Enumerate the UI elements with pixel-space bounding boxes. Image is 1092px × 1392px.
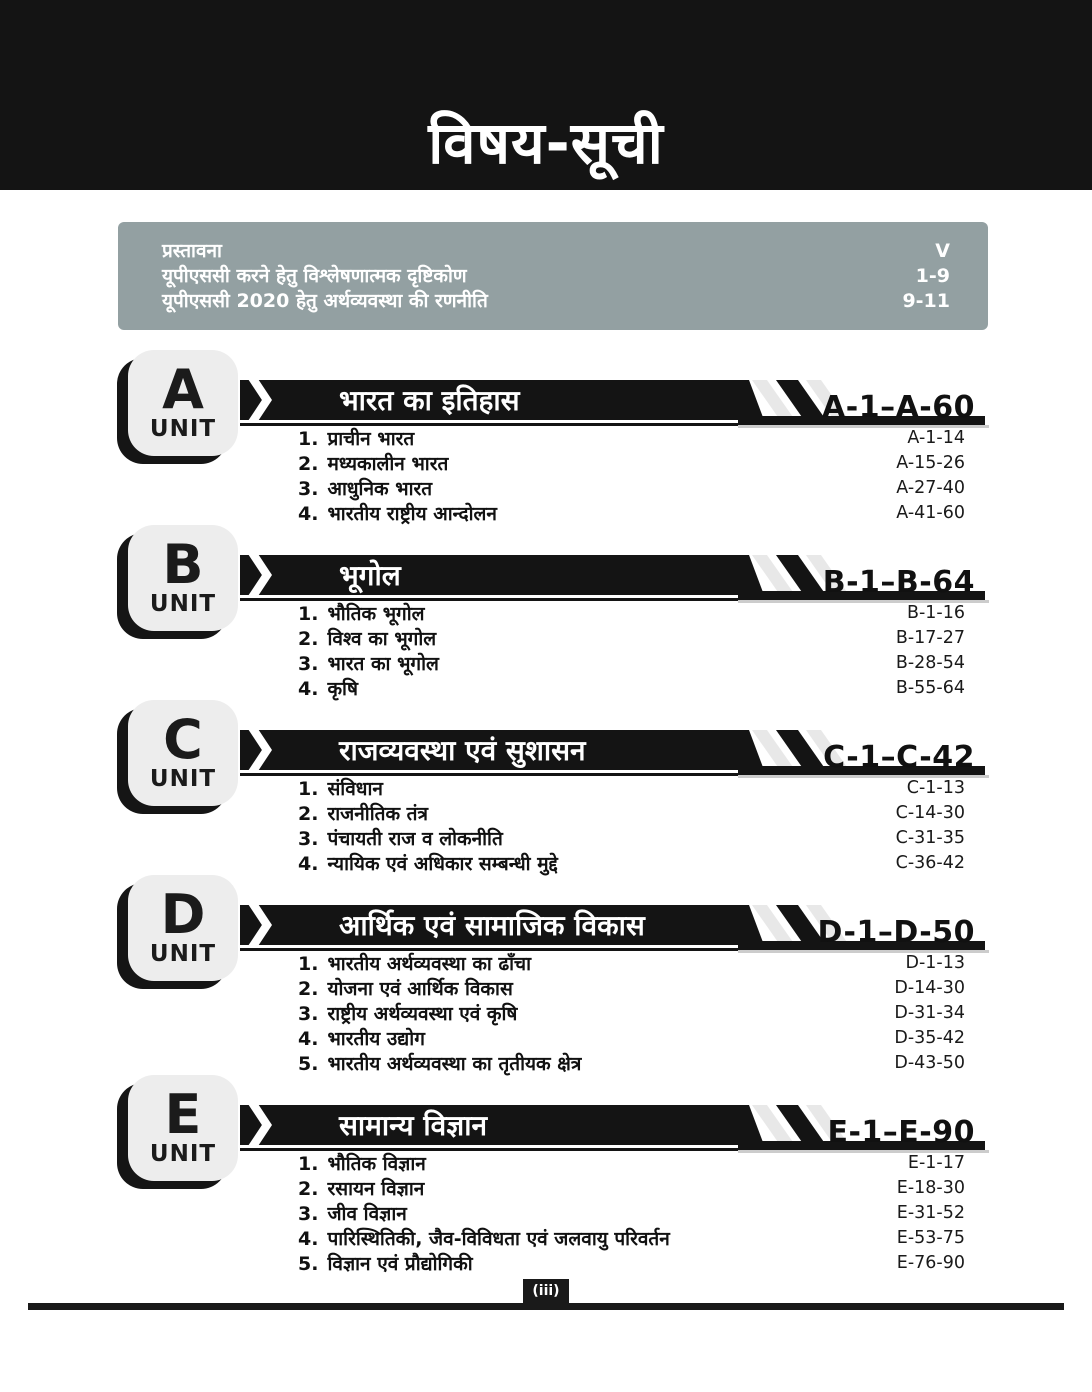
chapter-entry xyxy=(298,475,432,501)
chapter-row xyxy=(298,1000,965,1025)
chapter-entry xyxy=(298,775,383,801)
chapter-pages: B-1-16 xyxy=(906,602,965,623)
preface-row xyxy=(162,239,950,264)
chapter-list xyxy=(268,425,985,525)
chapter-pages: A-15-26 xyxy=(896,452,965,473)
page-header xyxy=(0,0,1092,190)
chapter-entry xyxy=(298,1250,473,1276)
preface-pages: V xyxy=(935,240,950,262)
preface-label: प्रस्तावना xyxy=(162,240,222,262)
unit-page-range: E-1–E-90 xyxy=(827,1115,975,1150)
preface-pages: 9-11 xyxy=(902,290,950,312)
chapter-pages: D-31-34 xyxy=(894,1002,965,1023)
chapter-row xyxy=(298,500,965,525)
preface-row xyxy=(162,264,950,289)
unit-title: आर्थिक एवं सामाजिक विकास xyxy=(339,909,645,942)
chapter-title: मध्यकालीन भारत xyxy=(327,452,449,475)
unit-badge xyxy=(128,350,238,456)
chapter-row xyxy=(298,800,965,825)
chapter-pages: C-1-13 xyxy=(906,777,965,798)
unit-title: राजव्यवस्था एवं सुशासन xyxy=(339,734,586,767)
chapter-row xyxy=(298,475,965,500)
rule-shadow xyxy=(738,775,989,778)
chapter-pages: B-17-27 xyxy=(895,627,965,648)
chapter-row xyxy=(298,1025,965,1050)
chapter-row xyxy=(298,1150,965,1175)
unit-badge xyxy=(128,875,238,981)
preface-box xyxy=(118,222,988,330)
preface-label: यूपीएससी करने हेतु विश्लेषणात्मक दृष्टिकोण xyxy=(162,265,467,287)
unit-title: भूगोल xyxy=(339,559,401,592)
unit-label: UNIT xyxy=(149,1141,217,1167)
chapter-pages: D-14-30 xyxy=(894,977,965,998)
unit-label: UNIT xyxy=(149,766,217,792)
unit-bar-row xyxy=(268,905,985,950)
chapter-title: प्राचीन भारत xyxy=(327,427,415,450)
chapter-pages: E-53-75 xyxy=(896,1227,965,1248)
chapter-title: आधुनिक भारत xyxy=(327,477,433,500)
chapter-number: 4. xyxy=(298,502,319,525)
chapter-number: 4. xyxy=(298,1027,319,1050)
unit-bar-row xyxy=(268,730,985,775)
chapter-row xyxy=(298,1200,965,1225)
chapter-number: 5. xyxy=(298,1252,319,1275)
chapter-pages: C-14-30 xyxy=(895,802,965,823)
chapter-pages: D-1-13 xyxy=(905,952,965,973)
chapter-row xyxy=(298,1175,965,1200)
rule-thin xyxy=(240,773,738,776)
chapter-row xyxy=(298,625,965,650)
footer-page-badge xyxy=(523,1279,569,1303)
unit-page-range: D-1–D-50 xyxy=(817,915,975,950)
chapter-number: 1. xyxy=(298,427,319,450)
unit-bar-row xyxy=(268,1105,985,1150)
chapter-row xyxy=(298,850,965,875)
chapter-title: जीव विज्ञान xyxy=(327,1202,407,1225)
rule-thin xyxy=(240,948,738,951)
footer-rule xyxy=(28,1303,1064,1310)
unit-page-range: C-1–C-42 xyxy=(823,740,975,775)
unit-section xyxy=(118,525,985,700)
chevron-notch xyxy=(248,904,272,946)
chapter-number: 2. xyxy=(298,977,319,1000)
chapter-title: भौतिक विज्ञान xyxy=(327,1152,426,1175)
chapter-number: 1. xyxy=(298,952,319,975)
chapter-number: 2. xyxy=(298,452,319,475)
chapter-number: 1. xyxy=(298,1152,319,1175)
chapter-title: भारतीय अर्थव्यवस्था का तृतीयक क्षेत्र xyxy=(327,1052,582,1075)
chapter-entry xyxy=(298,650,439,676)
chapter-row xyxy=(298,1250,965,1275)
chapter-title: योजना एवं आर्थिक विकास xyxy=(327,977,513,1000)
chapter-number: 2. xyxy=(298,627,319,650)
chapter-entry xyxy=(298,1200,407,1226)
chapter-pages: A-27-40 xyxy=(896,477,965,498)
unit-bar xyxy=(240,555,764,595)
chapter-entry xyxy=(298,850,558,876)
chapter-entry xyxy=(298,1025,425,1051)
chapter-title: पारिस्थितिकी, जैव-विविधता एवं जलवायु परिवर्तन xyxy=(327,1227,670,1250)
units xyxy=(118,350,985,1275)
unit-letter: D xyxy=(160,883,206,946)
chapter-entry xyxy=(298,500,497,526)
unit-section xyxy=(118,1075,985,1275)
unit-title: सामान्य विज्ञान xyxy=(339,1109,487,1142)
chapter-title: भारतीय राष्ट्रीय आन्दोलन xyxy=(327,502,497,525)
chapter-title: विश्व का भूगोल xyxy=(327,627,437,650)
chapter-number: 3. xyxy=(298,1002,319,1025)
chevron-notch xyxy=(248,1104,272,1146)
chapter-number: 3. xyxy=(298,477,319,500)
rule-shadow xyxy=(738,1150,989,1153)
chapter-title: राजनीतिक तंत्र xyxy=(327,802,428,825)
chapter-row xyxy=(298,975,965,1000)
chapter-pages: B-55-64 xyxy=(895,677,965,698)
chapter-pages: A-1-14 xyxy=(907,427,965,448)
chapter-pages: E-1-17 xyxy=(907,1152,965,1173)
chapter-title: न्यायिक एवं अधिकार सम्बन्धी मुद्दे xyxy=(327,852,558,875)
chapter-number: 1. xyxy=(298,602,319,625)
unit-label: UNIT xyxy=(149,941,217,967)
chapter-pages: D-35-42 xyxy=(894,1027,965,1048)
unit-section xyxy=(118,350,985,525)
chapter-number: 5. xyxy=(298,1052,319,1075)
chapter-row xyxy=(298,675,965,700)
chapter-pages: B-28-54 xyxy=(895,652,965,673)
chapter-number: 3. xyxy=(298,1202,319,1225)
chapter-row xyxy=(298,775,965,800)
chapter-entry xyxy=(298,1225,670,1251)
preface-label: यूपीएससी 2020 हेतु अर्थव्यवस्था की रणनीति xyxy=(162,290,488,312)
chapter-row xyxy=(298,1225,965,1250)
unit-label: UNIT xyxy=(149,416,217,442)
chapter-pages: A-41-60 xyxy=(896,502,965,523)
chapter-pages: C-31-35 xyxy=(895,827,965,848)
chapter-entry xyxy=(298,450,448,476)
chapter-entry xyxy=(298,600,425,626)
chapter-number: 4. xyxy=(298,677,319,700)
chapter-title: विज्ञान एवं प्रौद्योगिकी xyxy=(327,1252,473,1275)
chapter-row xyxy=(298,825,965,850)
chapter-pages: E-76-90 xyxy=(896,1252,965,1273)
chevron-notch xyxy=(248,729,272,771)
rule-shadow xyxy=(738,600,989,603)
chapter-title: संविधान xyxy=(327,777,383,800)
chapter-entry xyxy=(298,825,503,851)
unit-bar xyxy=(240,1105,764,1145)
unit-bar-row xyxy=(268,380,985,425)
rule-thin xyxy=(240,1148,738,1151)
chapter-entry xyxy=(298,1000,517,1026)
chapter-entry xyxy=(298,800,428,826)
chapter-entry xyxy=(298,1175,424,1201)
rule-thin xyxy=(240,598,738,601)
chapter-number: 4. xyxy=(298,852,319,875)
chapter-entry xyxy=(298,425,414,451)
chapter-pages: D-43-50 xyxy=(894,1052,965,1073)
chapter-number: 3. xyxy=(298,827,319,850)
chapter-entry xyxy=(298,625,436,651)
chapter-list xyxy=(268,1150,985,1275)
chapter-pages: E-18-30 xyxy=(896,1177,965,1198)
chapter-entry xyxy=(298,950,531,976)
chapter-title: रसायन विज्ञान xyxy=(327,1177,425,1200)
chapter-entry xyxy=(298,675,358,701)
chapter-number: 2. xyxy=(298,802,319,825)
chapter-title: कृषि xyxy=(327,677,358,700)
unit-section xyxy=(118,700,985,875)
chapter-number: 3. xyxy=(298,652,319,675)
chapter-title: भारत का भूगोल xyxy=(327,652,439,675)
unit-letter: A xyxy=(162,358,204,421)
chapter-title: पंचायती राज व लोकनीति xyxy=(327,827,503,850)
unit-letter: E xyxy=(164,1083,202,1146)
chapter-entry xyxy=(298,1150,426,1176)
page-title: विषय-सूची xyxy=(428,109,664,177)
chapter-title: भारतीय उद्योग xyxy=(327,1027,425,1050)
chapter-number: 2. xyxy=(298,1177,319,1200)
chapter-row xyxy=(298,600,965,625)
unit-page-range: A-1–A-60 xyxy=(822,390,975,425)
chapter-row xyxy=(298,1050,965,1075)
chapter-title: भारतीय अर्थव्यवस्था का ढाँचा xyxy=(327,952,532,975)
chapter-row xyxy=(298,650,965,675)
rule-shadow xyxy=(738,425,989,428)
page-number: (iii) xyxy=(532,1283,560,1299)
chapter-row xyxy=(298,425,965,450)
chapter-list xyxy=(268,775,985,875)
chapter-row xyxy=(298,450,965,475)
chapter-list xyxy=(268,950,985,1075)
preface-row xyxy=(162,289,950,314)
chevron-notch xyxy=(248,379,272,421)
chevron-notch xyxy=(248,554,272,596)
page-footer xyxy=(0,1279,1092,1310)
unit-badge xyxy=(128,700,238,806)
chapter-title: भौतिक भूगोल xyxy=(327,602,425,625)
chapter-entry xyxy=(298,975,513,1001)
rule-thin xyxy=(240,423,738,426)
unit-letter: C xyxy=(163,708,203,771)
unit-section xyxy=(118,875,985,1075)
chapter-row xyxy=(298,950,965,975)
unit-letter: B xyxy=(162,533,204,596)
unit-label: UNIT xyxy=(149,591,217,617)
unit-bar-row xyxy=(268,555,985,600)
chapter-pages: C-36-42 xyxy=(895,852,965,873)
preface-pages: 1-9 xyxy=(915,265,950,287)
chapter-pages: E-31-52 xyxy=(896,1202,965,1223)
chapter-number: 4. xyxy=(298,1227,319,1250)
unit-title: भारत का इतिहास xyxy=(339,384,520,417)
unit-badge xyxy=(128,1075,238,1181)
unit-badge xyxy=(128,525,238,631)
rule-shadow xyxy=(738,950,989,953)
chapter-entry xyxy=(298,1050,581,1076)
chapter-number: 1. xyxy=(298,777,319,800)
chapter-title: राष्ट्रीय अर्थव्यवस्था एवं कृषि xyxy=(327,1002,518,1025)
chapter-list xyxy=(268,600,985,700)
unit-page-range: B-1–B-64 xyxy=(822,565,975,600)
